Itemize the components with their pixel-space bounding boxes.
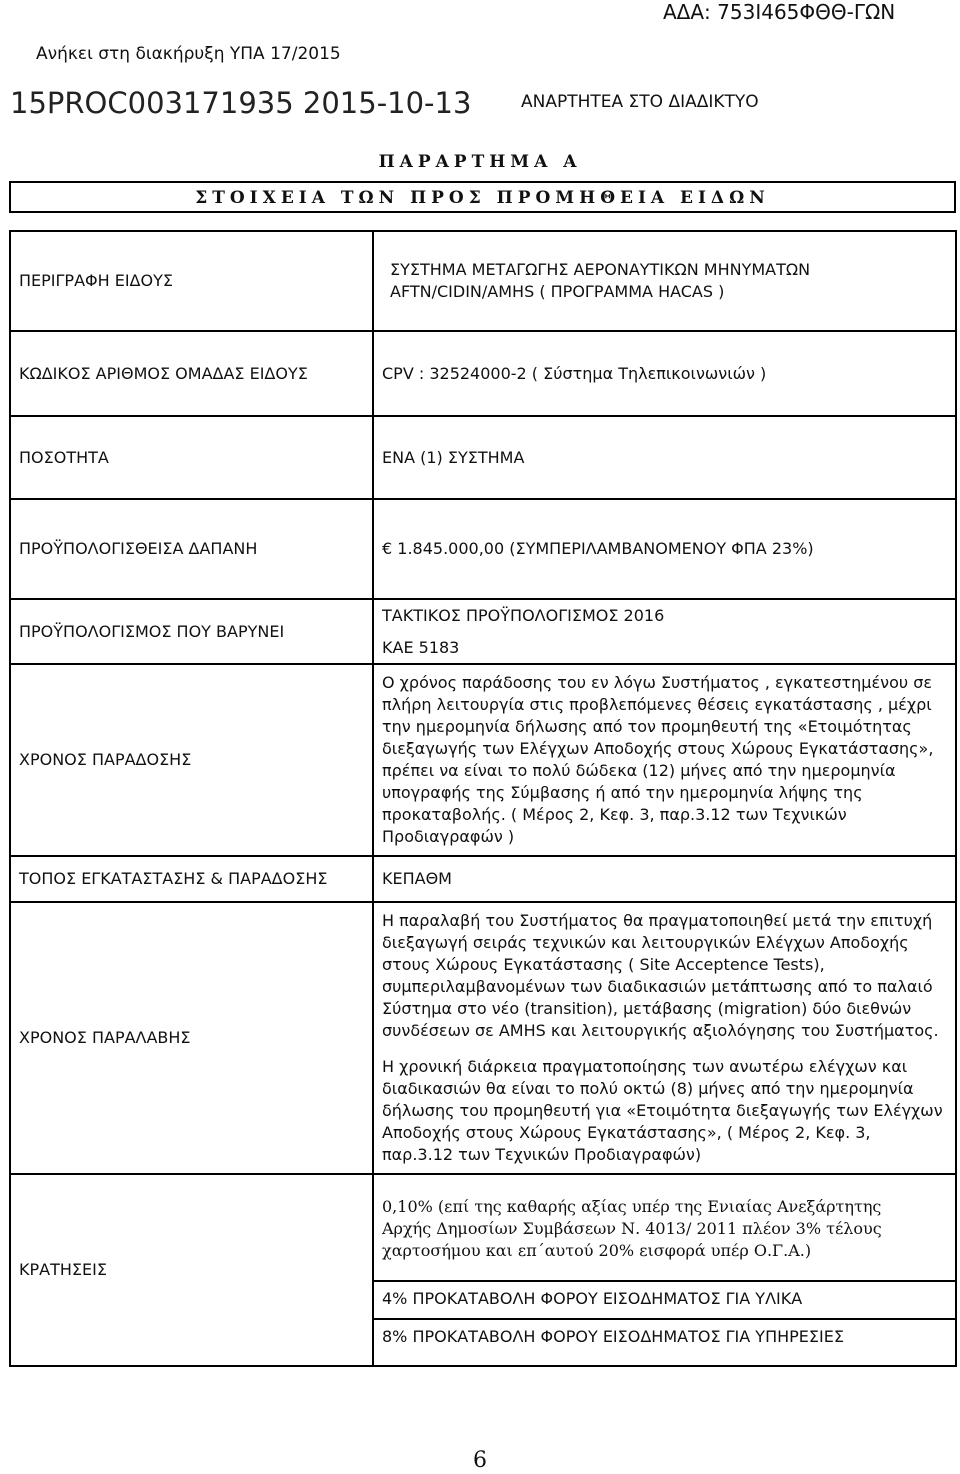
table-row-acceptance-time bbox=[10, 902, 956, 1174]
label-acceptance-time: ΧΡΟΝΟΣ ΠΑΡΑΛΑΒΗΣ bbox=[10, 902, 373, 1174]
label-quantity: ΠΟΣΟΤΗΤΑ bbox=[10, 416, 373, 499]
table-row-place bbox=[10, 856, 956, 902]
table-row-description bbox=[10, 231, 956, 331]
label-budget-source: ΠΡΟΫΠΟΛΟΓΙΣΜΟΣ ΠΟΥ ΒΑΡΥΝΕΙ bbox=[10, 599, 373, 664]
delivery-line: προκαταβολής. ( Μέρος 2, Κεφ. 3, παρ.3.12 των Τεχνικών bbox=[382, 805, 847, 824]
delivery-line: την ημερομηνία δήλωσης από τον προμηθευτή της «Ετοιμότητας bbox=[382, 717, 912, 736]
acceptance-line: δήλωσης του προμηθευτή για «Ετοιμότητα διεξαγωγής των Ελέγχων bbox=[382, 1101, 943, 1120]
acceptance-line: στους Χώρους Εγκατάστασης ( Site Acceptence Tests), bbox=[382, 955, 825, 974]
budget-source-line: ΚΑΕ 5183 bbox=[382, 637, 460, 657]
value-budget-cost: € 1.845.000,00 (ΣΥΜΠΕΡΙΛΑΜΒΑΝΟΜΕΝΟΥ ΦΠΑ 23%) bbox=[373, 499, 956, 599]
acceptance-paragraph bbox=[382, 910, 947, 1042]
description-line: ΣΥΣΤΗΜΑ ΜΕΤΑΓΩΓΗΣ ΑΕΡΟΝΑΥΤΙΚΩΝ ΜΗΝΥΜΑΤΩΝ bbox=[390, 260, 811, 279]
table-row-deductions bbox=[10, 1174, 956, 1366]
label-delivery-time: ΧΡΟΝΟΣ ΠΑΡΑΔΟΣΗΣ bbox=[10, 664, 373, 856]
table-row-budget-source bbox=[10, 599, 956, 664]
tax-services: 8% ΠΡΟΚΑΤΑΒΟΛΗ ΦΟΡΟΥ ΕΙΣΟΔΗΜΑΤΟΣ ΓΙΑ ΥΠΗΡΕΣΙΕΣ bbox=[382, 1327, 844, 1346]
deductions-line: Αρχής Δημοσίων Συμβάσεων Ν. 4013/ 2011 πλέον 3% τέλους bbox=[382, 1219, 882, 1238]
delivery-line: υπογραφής της Σύμβασης ή από την ημερομηνία λήψης της bbox=[382, 783, 863, 802]
acceptance-line: διαδικασιών θα είναι το πολύ οκτώ (8) μήνες από την ημερομηνία bbox=[382, 1079, 914, 1098]
value-acceptance-time bbox=[373, 902, 956, 1174]
delivery-line: πλήρη λειτουργία στις προβλεπόμενες θέσεις εγκατάστασης , μέχρι bbox=[382, 695, 932, 714]
label-place: ΤΟΠΟΣ ΕΓΚΑΤΑΣΤΑΣΗΣ & ΠΑΡΑΔΟΣΗΣ bbox=[10, 856, 373, 902]
deductions-line: 0,10% (επί της καθαρής αξίας υπέρ της Ενιαίας Ανεξάρτητης bbox=[382, 1197, 882, 1216]
value-description bbox=[373, 231, 956, 331]
label-deductions: ΚΡΑΤΗΣΕΙΣ bbox=[10, 1174, 373, 1366]
acceptance-line: Σύστημα στο νέο (transition), μετάβασης (migration) δύο διεθνών bbox=[382, 999, 912, 1018]
document-reference-number: 15PROC003171935 2015-10-13 bbox=[10, 86, 472, 120]
acceptance-paragraph bbox=[382, 1056, 947, 1166]
page-number: 6 bbox=[473, 1448, 487, 1473]
value-budget-source bbox=[373, 599, 956, 664]
acceptance-line: Η χρονική διάρκεια πραγματοποίησης των ανωτέρω ελέγχων και bbox=[382, 1057, 908, 1076]
acceptance-line: Αποδοχής στους Χώρους Εγκατάστασης», ( Μέρος 2, Κεφ. 3, bbox=[382, 1123, 871, 1142]
table-row-budget-cost bbox=[10, 499, 956, 599]
table-row-quantity bbox=[10, 416, 956, 499]
annex-title: ΠΑΡΑΡΤΗΜΑ Α bbox=[378, 152, 582, 172]
value-delivery-time bbox=[373, 664, 956, 856]
post-online-notice: ΑΝΑΡΤΗΤΕΑ ΣΤΟ ΔΙΑΔΙΚΤΥΟ bbox=[521, 92, 759, 112]
value-quantity: ΕΝΑ (1) ΣΥΣΤΗΜΑ bbox=[373, 416, 956, 499]
description-line: AFTN/CIDIN/AMHS ( ΠΡΟΓΡΑΜΜΑ HACAS ) bbox=[390, 282, 725, 301]
label-budget-cost: ΠΡΟΫΠΟΛΟΓΙΣΘΕΙΣΑ ΔΑΠΑΝΗ bbox=[10, 499, 373, 599]
budget-source-line: ΤΑΚΤΙΚΟΣ ΠΡΟΫΠΟΛΟΓΙΣΜΟΣ 2016 bbox=[382, 605, 665, 625]
acceptance-line: συμπεριλαμβανομένων των διαδικασιών μετάπτωσης από το παλαιό bbox=[382, 977, 933, 996]
acceptance-line: παρ.3.12 των Τεχνικών Προδιαγραφών) bbox=[382, 1145, 702, 1164]
value-place: ΚΕΠΑΘΜ bbox=[373, 856, 956, 902]
section-subtitle: ΣΤΟΙΧΕΙΑ ΤΩΝ ΠΡΟΣ ΠΡΟΜΗΘΕΙΑ ΕΙΔΩΝ bbox=[195, 188, 770, 208]
acceptance-line: συνδέσεων σε ΑΜΗS και λειτουργικής αξιολόγησης του Συστήματος. bbox=[382, 1021, 939, 1040]
table-row-delivery-time bbox=[10, 664, 956, 856]
deductions-details bbox=[374, 1186, 955, 1282]
delivery-line: Προδιαγραφών ) bbox=[382, 827, 515, 846]
table-row-code bbox=[10, 331, 956, 416]
acceptance-line: Η παραλαβή του Συστήματος θα πραγματοποιηθεί μετά την επιτυχή bbox=[382, 911, 933, 930]
label-code: ΚΩΔΙΚΟΣ ΑΡΙΘΜΟΣ ΟΜΑΔΑΣ ΕΙΔΟΥΣ bbox=[10, 331, 373, 416]
value-deductions bbox=[373, 1174, 956, 1366]
delivery-line: διεξαγωγής των Ελέγχων Αποδοχής στους Χώρους Εγκατάστασης», bbox=[382, 739, 934, 758]
deductions-line: χαρτοσήμου και επ΄αυτού 20% εισφορά υπέρ Ο.Γ.Α.) bbox=[382, 1241, 812, 1260]
acceptance-line: διεξαγωγή σειράς τεχνικών και λειτουργικών Ελέγχων Αποδοχής bbox=[382, 933, 909, 952]
ada-code: ΑΔΑ: 753Ι465ΦΘΘ-ΓΩΝ bbox=[663, 0, 896, 24]
delivery-line: πρέπει να είναι το πολύ δώδεκα (12) μήνες από την ημερομηνία bbox=[382, 761, 896, 780]
tender-reference: Ανήκει στη διακήρυξη ΥΠΑ 17/2015 bbox=[36, 44, 341, 64]
delivery-line: Ο χρόνος παράδοσης του εν λόγω Συστήματος , εγκατεστημένου σε bbox=[382, 673, 932, 692]
subtitle-box bbox=[9, 181, 956, 213]
tax-goods: 4% ΠΡΟΚΑΤΑΒΟΛΗ ΦΟΡΟΥ ΕΙΣΟΔΗΜΑΤΟΣ ΓΙΑ ΥΛΙΚΑ bbox=[374, 1282, 955, 1320]
label-description: ΠΕΡΙΓΡΑΦΗ ΕΙΔΟΥΣ bbox=[10, 231, 373, 331]
value-code: CPV : 32524000-2 ( Σύστημα Τηλεπικοινωνιών ) bbox=[373, 331, 956, 416]
specification-table bbox=[9, 230, 957, 1367]
